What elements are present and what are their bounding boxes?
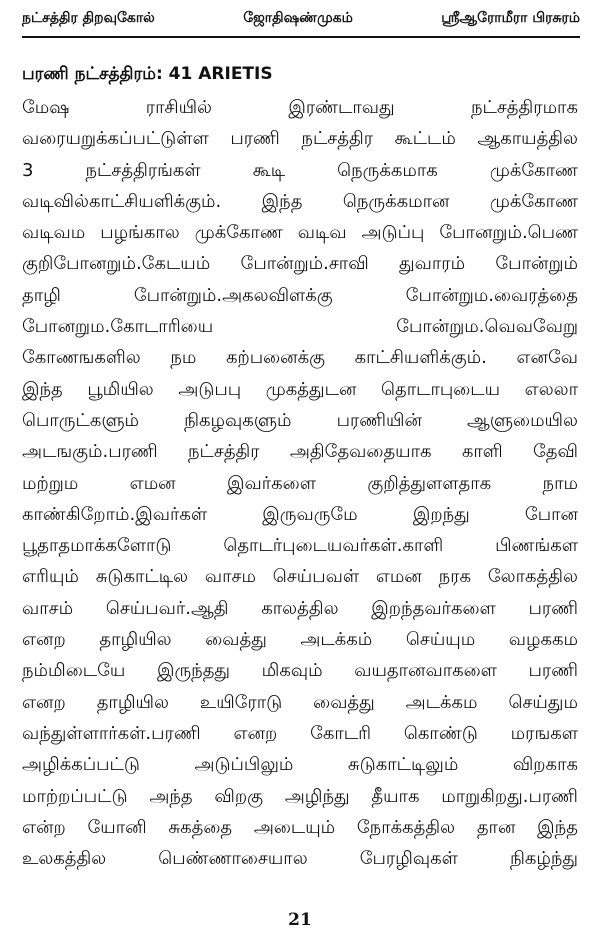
word: மிகவும் [261, 660, 323, 682]
word: செய்பவள் [272, 566, 360, 588]
word: செய்யும [405, 629, 476, 651]
word: நம்மிடையே [22, 660, 126, 682]
word: வடிவ [297, 222, 347, 244]
word: வைத்து [313, 691, 375, 713]
word: அதிதேவதையாக [289, 441, 432, 463]
word: அடுப்பிலும் [194, 754, 294, 776]
word: யோனி [87, 816, 147, 838]
word: ஆளுமையில [467, 409, 578, 431]
text-line [22, 468, 578, 499]
word: நரக [438, 566, 472, 588]
word: துவாரம் [399, 253, 466, 275]
text-line [22, 248, 578, 279]
page-number: 21 [288, 910, 312, 930]
word: வாசம் [22, 597, 74, 619]
word: எனவே [516, 347, 578, 369]
word: மாறுகிறது.பரணி [441, 785, 578, 807]
word: போனறும்.பெண [439, 222, 578, 244]
word: இந்த [537, 816, 578, 838]
word: காண்கிறோம்.இவர்கள் [22, 503, 208, 525]
word: வழககம [508, 629, 578, 651]
word: பரணி [528, 660, 578, 682]
word: தான [476, 816, 516, 838]
word: இவர்களை [227, 472, 316, 494]
word: நெருக்கமாக [337, 159, 438, 181]
word: இறந்தவர்களை [371, 597, 496, 619]
word: நட்சத்திர [301, 128, 374, 150]
word: தொடாபுடைய [381, 378, 501, 400]
word: அடுபபு [178, 378, 242, 400]
word: நிகழவுகளும் [184, 409, 292, 431]
word: போன [524, 503, 578, 525]
word: முக்கோண [489, 159, 578, 181]
text-line [22, 342, 578, 373]
word: செய்பவர்.ஆதி [105, 597, 229, 619]
text-line [22, 499, 578, 530]
word: அடக்கம [405, 691, 478, 713]
word: எனற [22, 691, 66, 713]
word: எமன [375, 566, 422, 588]
word: தாழி [22, 284, 61, 306]
text-line [22, 92, 578, 123]
word: பழங்கால [100, 222, 180, 244]
word: பரணி [230, 128, 280, 150]
text-line [22, 843, 578, 874]
word: இருந்தது [156, 660, 231, 682]
word: அந்த [149, 785, 193, 807]
word: விறகாக [512, 754, 578, 776]
word: கூடி [252, 159, 286, 181]
word: பெண்ணாசையால [158, 848, 308, 870]
header-publisher: ஸ்ரீஆரோமீரா பிரசுரம் [441, 10, 580, 26]
word: போன்றும் [495, 253, 578, 275]
header-book-title: நட்சத்திர திறவுகோல் [22, 10, 155, 26]
word: தாழியில [99, 629, 172, 651]
word: பரணியின் [336, 409, 422, 431]
text-line [22, 561, 578, 592]
word: வந்துள்ளார்கள்.பரணி [22, 722, 201, 744]
word: இந்த [22, 378, 63, 400]
word: இறந்து [412, 503, 470, 525]
text-line [22, 155, 578, 186]
header-rule [22, 36, 580, 38]
text-line [22, 687, 578, 718]
word: நெருக்கமான [342, 190, 450, 212]
text-line [22, 123, 578, 154]
word: உயிரோடு [199, 691, 283, 713]
word: மாற்றப்பட்டு [22, 785, 128, 807]
body-text [22, 92, 578, 874]
word: விறகு [214, 785, 263, 807]
word: தீயாக [371, 785, 420, 807]
word: அழிந்து [284, 785, 350, 807]
text-line [22, 311, 578, 342]
word: பிணங்கள [495, 535, 578, 557]
word: மற்றும [22, 472, 79, 494]
word: மரஙகள [510, 722, 578, 744]
word: இருவருமே [262, 503, 358, 525]
text-line [22, 624, 578, 655]
word: உலகத்தில [22, 848, 107, 870]
word: செய்தும [508, 691, 578, 713]
word: இரண்டாவது [288, 97, 395, 118]
word: பூமியில [87, 378, 154, 400]
word: கொண்டு [403, 722, 478, 744]
word: அடையும் [253, 816, 336, 838]
word: அடஙகும்.பரணி [22, 441, 158, 463]
word: குறித்துளளதாக [367, 472, 492, 494]
word: அடுப்பு [361, 222, 425, 244]
word: பூதாதமாக்களோடு [22, 535, 172, 557]
word: நோக்கத்தில [356, 816, 456, 838]
text-line [22, 436, 578, 467]
word: முகத்துடன [265, 378, 357, 400]
text-line [22, 749, 578, 780]
word: போன்றும.வைரத்தை [405, 284, 578, 306]
word: முக்கோண [489, 190, 578, 212]
word: வரையறுக்கப்பட்டுள்ள [22, 128, 209, 150]
word: கோடரி [310, 722, 372, 744]
word: குறிபோனறும்.கேடயம் [22, 253, 211, 275]
word: முக்கோண [194, 222, 283, 244]
word: வடிவில்காட்சியளிக்கும். [22, 190, 222, 212]
word: போனறும.கோடாரியை [22, 316, 214, 338]
word: லோகத்தில [487, 566, 578, 588]
word: வடிவம [22, 222, 86, 244]
text-line [22, 718, 578, 749]
word: பேரழிவுகள் [359, 848, 458, 870]
word: நாம [542, 472, 578, 494]
word: வைத்து [205, 629, 267, 651]
word: போன்றும.வெவவேறு [396, 316, 578, 338]
word: பரணி [528, 597, 578, 619]
word: போன்றும்.அகலவிளக்கு [133, 284, 333, 306]
word: தேவி [532, 441, 578, 463]
word: மேஷ [22, 97, 70, 118]
word: வாசம [204, 566, 256, 588]
word: 3 [22, 159, 34, 181]
word: கற்பனைக்கு [225, 347, 325, 369]
text-line [22, 530, 578, 561]
word: சுகத்தை [168, 816, 233, 838]
word: இந்த [261, 190, 303, 212]
word: வயதானவாகளை [354, 660, 497, 682]
word: அழிக்கப்பட்டு [22, 754, 140, 776]
word: நட்சத்திரமாக [470, 97, 578, 118]
word: காளி [461, 441, 503, 463]
word: சுடுகாட்டிலும் [347, 754, 459, 776]
text-line [22, 280, 578, 311]
word: நட்சத்திர [187, 441, 260, 463]
word: ராசியில் [145, 97, 212, 118]
word: காட்சியளிக்கும். [354, 347, 487, 369]
text-line [22, 781, 578, 812]
word: நம [170, 347, 197, 369]
word: நிகழ்ந்து [509, 848, 578, 870]
word: தொடர்புடையவர்கள்.காளி [223, 535, 444, 557]
word: எலலா [524, 378, 578, 400]
word: தாழியில [96, 691, 169, 713]
word: நட்சத்திரங்கள் [85, 159, 201, 181]
word: எரியும் [22, 566, 79, 588]
word: பொருட்களும் [22, 409, 140, 431]
word: எனற [22, 629, 66, 651]
word: அடக்கம் [300, 629, 373, 651]
text-line [22, 374, 578, 405]
text-line [22, 405, 578, 436]
text-line [22, 593, 578, 624]
word: எமன [129, 472, 176, 494]
word: ஆகாயத்தில [477, 128, 578, 150]
word: காலத்தில [261, 597, 339, 619]
word: கோணஙகளில [22, 347, 141, 369]
text-line [22, 217, 578, 248]
word: என்ற [22, 816, 66, 838]
text-line [22, 186, 578, 217]
word: சுடுகாட்டில [95, 566, 189, 588]
text-line [22, 655, 578, 686]
text-line [22, 812, 578, 843]
word: கூட்டம் [394, 128, 456, 150]
section-title: பரணி நட்சத்திரம்: 41 ARIETIS [22, 64, 273, 84]
word: போன்றும்.சாவி [240, 253, 369, 275]
header-author: ஜோதிஷண்முகம் [243, 10, 353, 26]
word: எனற [233, 722, 278, 744]
